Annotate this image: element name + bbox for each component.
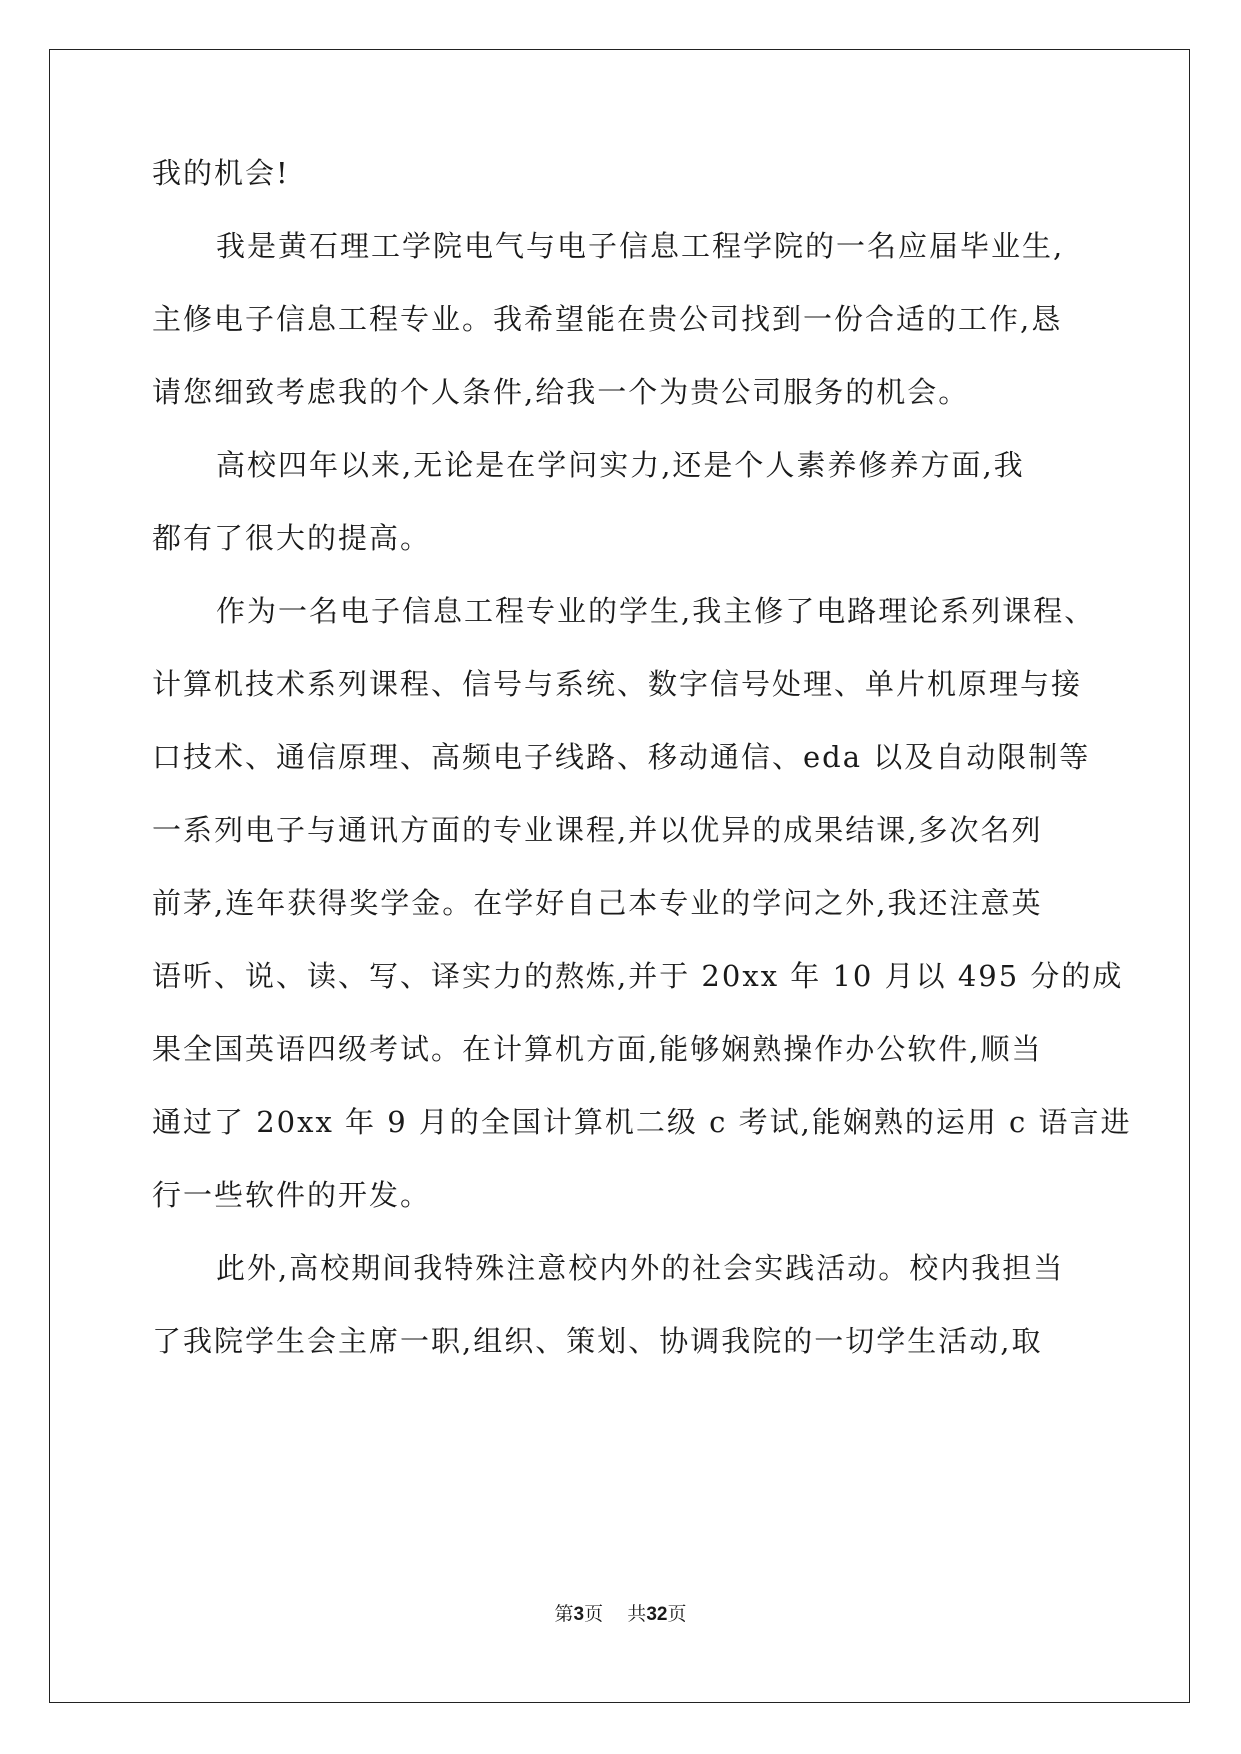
text-line: 了我院学生会主席一职,组织、策划、协调我院的一切学生活动,取 [152,1324,1043,1358]
text-line: 都有了很大的提高。 [152,521,432,555]
footer-page-suffix: 页 [584,1603,604,1625]
page-footer [0,1602,1241,1627]
page-number: 3 [573,1604,585,1625]
text-line: 一系列电子与通讯方面的专业课程,并以优异的成果结课,多次名列 [152,813,1043,847]
text-line: 我是黄石理工学院电气与电子信息工程学院的一名应届毕业生, [216,229,1065,263]
text-line: 高校四年以来,无论是在学问实力,还是个人素养修养方面,我 [216,448,1025,482]
text-line: 前茅,连年获得奖学金。在学好自己本专业的学问之外,我还注意英 [152,886,1043,920]
text-line: 行一些软件的开发。 [152,1178,432,1212]
text-line: 主修电子信息工程专业。我希望能在贵公司找到一份合适的工作,恳 [152,302,1063,336]
page-border [49,49,1190,1703]
text-line: 此外,高校期间我特殊注意校内外的社会实践活动。校内我担当 [216,1251,1065,1285]
text-line: 语听、说、读、写、译实力的熬炼,并于 20xx 年 10 月以 495 分的成 [152,959,1124,993]
footer-total-suffix: 页 [667,1603,687,1625]
text-line: 我的机会! [152,156,290,190]
total-pages: 32 [646,1604,668,1625]
text-line: 请您细致考虑我的个人条件,给我一个为贵公司服务的机会。 [152,375,970,409]
text-line: 计算机技术系列课程、信号与系统、数字信号处理、单片机原理与接 [152,667,1083,701]
text-line: 通过了 20xx 年 9 月的全国计算机二级 c 考试,能娴熟的运用 c 语言进 [152,1105,1132,1139]
text-line: 果全国英语四级考试。在计算机方面,能够娴熟操作办公软件,顺当 [152,1032,1043,1066]
text-line: 口技术、通信原理、高频电子线路、移动通信、eda 以及自动限制等 [152,740,1091,774]
footer-prefix: 第 [554,1603,574,1625]
footer-total-prefix: 共 [627,1603,647,1625]
text-line: 作为一名电子信息工程专业的学生,我主修了电路理论系列课程、 [216,594,1096,628]
